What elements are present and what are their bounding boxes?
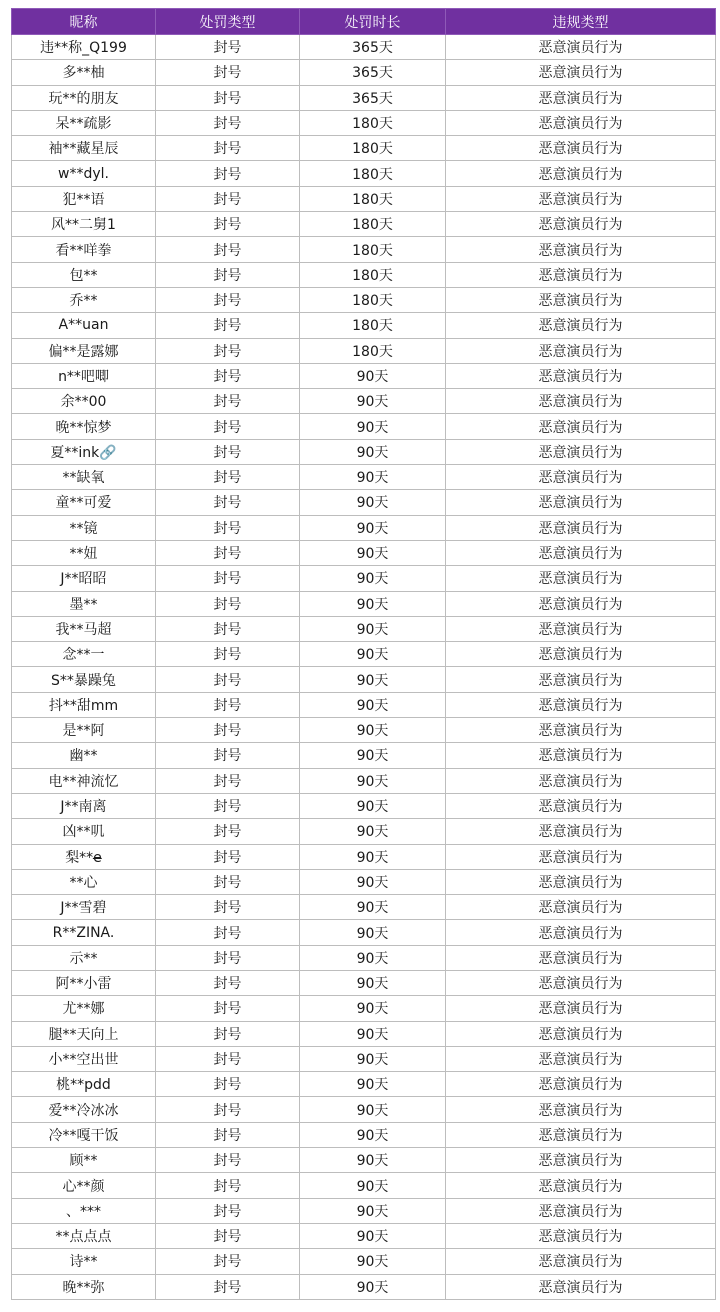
cell-penalty-type: 封号 [156,186,300,211]
cell-penalty-duration: 90天 [300,389,446,414]
cell-penalty-duration: 90天 [300,996,446,1021]
cell-penalty-type: 封号 [156,566,300,591]
cell-nickname: 梨**e̶ [12,844,156,869]
table-row [12,869,716,894]
cell-violation-type: 恶意演员行为 [446,287,716,312]
cell-nickname: 偏**是露娜 [12,338,156,363]
cell-penalty-duration: 90天 [300,768,446,793]
cell-nickname: 心**颜 [12,1173,156,1198]
table-row [12,136,716,161]
cell-penalty-duration: 180天 [300,313,446,338]
table-row [12,667,716,692]
table-row [12,490,716,515]
cell-penalty-type: 封号 [156,970,300,995]
cell-penalty-type: 封号 [156,465,300,490]
cell-penalty-duration: 90天 [300,1148,446,1173]
cell-nickname: 乔** [12,287,156,312]
cell-violation-type: 恶意演员行为 [446,566,716,591]
cell-penalty-type: 封号 [156,85,300,110]
cell-violation-type: 恶意演员行为 [446,161,716,186]
cell-violation-type: 恶意演员行为 [446,85,716,110]
cell-penalty-duration: 90天 [300,1173,446,1198]
cell-nickname: J**昭昭 [12,566,156,591]
cell-violation-type: 恶意演员行为 [446,616,716,641]
cell-penalty-type: 封号 [156,945,300,970]
cell-penalty-type: 封号 [156,616,300,641]
cell-violation-type: 恶意演员行为 [446,490,716,515]
table-row [12,1122,716,1147]
cell-penalty-duration: 180天 [300,262,446,287]
table-row [12,945,716,970]
cell-penalty-duration: 90天 [300,1198,446,1223]
cell-nickname: **缺氧 [12,465,156,490]
cell-penalty-type: 封号 [156,60,300,85]
cell-nickname: 袖**藏星辰 [12,136,156,161]
cell-nickname: 多**柚 [12,60,156,85]
table-row [12,692,716,717]
cell-nickname: n**吧唧 [12,363,156,388]
table-row [12,465,716,490]
table-row [12,591,716,616]
table-row [12,389,716,414]
cell-violation-type: 恶意演员行为 [446,1046,716,1071]
table-row [12,1274,716,1299]
cell-nickname: 阿**小雷 [12,970,156,995]
table-row [12,743,716,768]
cell-nickname: **镜 [12,515,156,540]
cell-penalty-duration: 90天 [300,515,446,540]
cell-nickname: 凶**叽 [12,819,156,844]
cell-penalty-type: 封号 [156,439,300,464]
cell-nickname: 晚**弥 [12,1274,156,1299]
table-body [12,35,716,1300]
cell-penalty-type: 封号 [156,287,300,312]
header-nickname: 昵称 [12,9,156,35]
table-row [12,970,716,995]
cell-nickname: 诗** [12,1249,156,1274]
cell-penalty-duration: 180天 [300,237,446,262]
cell-penalty-type: 封号 [156,1274,300,1299]
table-row [12,212,716,237]
cell-penalty-duration: 90天 [300,793,446,818]
cell-penalty-duration: 90天 [300,642,446,667]
cell-nickname: 晚**惊梦 [12,414,156,439]
cell-nickname: A**uan [12,313,156,338]
cell-penalty-duration: 90天 [300,869,446,894]
cell-nickname: 风**二舅1 [12,212,156,237]
cell-nickname: 顾** [12,1148,156,1173]
cell-penalty-type: 封号 [156,869,300,894]
cell-penalty-type: 封号 [156,1223,300,1248]
cell-violation-type: 恶意演员行为 [446,869,716,894]
cell-nickname: 夏**ink🔗 [12,439,156,464]
cell-violation-type: 恶意演员行为 [446,237,716,262]
cell-violation-type: 恶意演员行为 [446,389,716,414]
penalty-table [11,8,716,1300]
cell-violation-type: 恶意演员行为 [446,515,716,540]
table-row [12,616,716,641]
cell-penalty-type: 封号 [156,793,300,818]
table-row [12,161,716,186]
cell-penalty-duration: 90天 [300,1072,446,1097]
cell-penalty-type: 封号 [156,363,300,388]
cell-nickname: 包** [12,262,156,287]
cell-penalty-duration: 180天 [300,186,446,211]
cell-nickname: J**雪碧 [12,895,156,920]
table-row [12,439,716,464]
cell-violation-type: 恶意演员行为 [446,60,716,85]
cell-penalty-duration: 180天 [300,287,446,312]
cell-penalty-type: 封号 [156,819,300,844]
cell-nickname: R**ZINA. [12,920,156,945]
cell-penalty-type: 封号 [156,1173,300,1198]
cell-violation-type: 恶意演员行为 [446,186,716,211]
cell-penalty-duration: 180天 [300,110,446,135]
table-row [12,313,716,338]
cell-penalty-type: 封号 [156,642,300,667]
cell-nickname: 念**一 [12,642,156,667]
cell-penalty-type: 封号 [156,743,300,768]
cell-violation-type: 恶意演员行为 [446,1173,716,1198]
cell-nickname: **点点点 [12,1223,156,1248]
table-row [12,363,716,388]
cell-violation-type: 恶意演员行为 [446,1021,716,1046]
table-row [12,287,716,312]
cell-penalty-type: 封号 [156,313,300,338]
cell-violation-type: 恶意演员行为 [446,136,716,161]
cell-violation-type: 恶意演员行为 [446,692,716,717]
table-row [12,262,716,287]
table-row [12,1148,716,1173]
cell-penalty-duration: 180天 [300,212,446,237]
cell-penalty-type: 封号 [156,768,300,793]
cell-penalty-duration: 90天 [300,616,446,641]
table-row [12,642,716,667]
cell-violation-type: 恶意演员行为 [446,1097,716,1122]
cell-penalty-type: 封号 [156,1072,300,1097]
cell-penalty-type: 封号 [156,262,300,287]
cell-violation-type: 恶意演员行为 [446,1223,716,1248]
cell-penalty-type: 封号 [156,237,300,262]
cell-penalty-duration: 90天 [300,1021,446,1046]
cell-penalty-type: 封号 [156,389,300,414]
cell-nickname: 呆**疏影 [12,110,156,135]
cell-violation-type: 恶意演员行为 [446,920,716,945]
cell-nickname: 抖**甜mm [12,692,156,717]
cell-penalty-type: 封号 [156,1046,300,1071]
cell-penalty-duration: 90天 [300,566,446,591]
cell-penalty-duration: 365天 [300,85,446,110]
cell-violation-type: 恶意演员行为 [446,1249,716,1274]
table-row [12,60,716,85]
table-row [12,1097,716,1122]
cell-nickname: 童**可爱 [12,490,156,515]
table-row [12,338,716,363]
cell-nickname: 示** [12,945,156,970]
table-row [12,85,716,110]
cell-nickname: 看**咩拳 [12,237,156,262]
cell-violation-type: 恶意演员行为 [446,642,716,667]
cell-penalty-duration: 90天 [300,1274,446,1299]
cell-penalty-duration: 90天 [300,895,446,920]
cell-violation-type: 恶意演员行为 [446,1072,716,1097]
cell-violation-type: 恶意演员行为 [446,1274,716,1299]
table-row [12,414,716,439]
cell-violation-type: 恶意演员行为 [446,465,716,490]
cell-nickname: 犯**语 [12,186,156,211]
cell-penalty-type: 封号 [156,110,300,135]
cell-nickname: w**dyl. [12,161,156,186]
cell-penalty-type: 封号 [156,1122,300,1147]
table-row [12,1046,716,1071]
cell-nickname: 墨** [12,591,156,616]
cell-violation-type: 恶意演员行为 [446,110,716,135]
cell-violation-type: 恶意演员行为 [446,262,716,287]
cell-penalty-duration: 180天 [300,161,446,186]
table-row [12,1173,716,1198]
table-row [12,718,716,743]
cell-penalty-duration: 90天 [300,439,446,464]
cell-penalty-type: 封号 [156,996,300,1021]
cell-nickname: 爱**冷冰冰 [12,1097,156,1122]
cell-penalty-type: 封号 [156,667,300,692]
table-row [12,186,716,211]
cell-penalty-type: 封号 [156,692,300,717]
cell-violation-type: 恶意演员行为 [446,970,716,995]
cell-violation-type: 恶意演员行为 [446,996,716,1021]
table-row [12,35,716,60]
cell-penalty-duration: 90天 [300,1046,446,1071]
cell-nickname: 余**00 [12,389,156,414]
cell-penalty-duration: 90天 [300,1223,446,1248]
cell-nickname: **妞 [12,540,156,565]
cell-nickname: S**暴躁兔 [12,667,156,692]
cell-violation-type: 恶意演员行为 [446,212,716,237]
cell-penalty-type: 封号 [156,1148,300,1173]
cell-violation-type: 恶意演员行为 [446,338,716,363]
table-row [12,1223,716,1248]
cell-nickname: **心 [12,869,156,894]
cell-penalty-type: 封号 [156,1198,300,1223]
table-row [12,566,716,591]
cell-violation-type: 恶意演员行为 [446,768,716,793]
header-penalty-type: 处罚类型 [156,9,300,35]
table-row [12,515,716,540]
cell-penalty-duration: 90天 [300,819,446,844]
cell-violation-type: 恶意演员行为 [446,35,716,60]
cell-violation-type: 恶意演员行为 [446,1122,716,1147]
cell-penalty-duration: 90天 [300,1122,446,1147]
cell-penalty-type: 封号 [156,490,300,515]
cell-nickname: 我**马超 [12,616,156,641]
cell-penalty-type: 封号 [156,591,300,616]
cell-penalty-type: 封号 [156,338,300,363]
table-row [12,819,716,844]
table-row [12,1198,716,1223]
cell-penalty-duration: 90天 [300,591,446,616]
header-penalty-duration: 处罚时长 [300,9,446,35]
cell-penalty-duration: 90天 [300,490,446,515]
cell-penalty-type: 封号 [156,920,300,945]
table-header [12,9,716,35]
cell-violation-type: 恶意演员行为 [446,895,716,920]
cell-nickname: 腿**天向上 [12,1021,156,1046]
cell-violation-type: 恶意演员行为 [446,667,716,692]
cell-penalty-duration: 90天 [300,970,446,995]
table-row [12,895,716,920]
cell-penalty-duration: 180天 [300,136,446,161]
cell-penalty-type: 封号 [156,540,300,565]
cell-violation-type: 恶意演员行为 [446,1148,716,1173]
table-row [12,540,716,565]
cell-nickname: 电**神流忆 [12,768,156,793]
cell-penalty-duration: 180天 [300,338,446,363]
cell-violation-type: 恶意演员行为 [446,718,716,743]
cell-nickname: 小**空出世 [12,1046,156,1071]
cell-nickname: 幽** [12,743,156,768]
header-violation-type: 违规类型 [446,9,716,35]
table-row [12,237,716,262]
cell-violation-type: 恶意演员行为 [446,591,716,616]
cell-penalty-type: 封号 [156,515,300,540]
cell-violation-type: 恶意演员行为 [446,1198,716,1223]
cell-penalty-duration: 90天 [300,844,446,869]
cell-penalty-type: 封号 [156,844,300,869]
cell-nickname: 尤**娜 [12,996,156,1021]
cell-violation-type: 恶意演员行为 [446,363,716,388]
table-row [12,1021,716,1046]
cell-penalty-type: 封号 [156,414,300,439]
cell-penalty-duration: 90天 [300,920,446,945]
cell-violation-type: 恶意演员行为 [446,819,716,844]
cell-penalty-type: 封号 [156,1021,300,1046]
cell-penalty-type: 封号 [156,1097,300,1122]
cell-penalty-duration: 90天 [300,667,446,692]
cell-violation-type: 恶意演员行为 [446,844,716,869]
cell-penalty-duration: 90天 [300,743,446,768]
header-row [12,9,716,35]
cell-nickname: 违**称_Q199 [12,35,156,60]
cell-penalty-duration: 90天 [300,692,446,717]
cell-penalty-duration: 90天 [300,1097,446,1122]
cell-penalty-duration: 90天 [300,1249,446,1274]
cell-violation-type: 恶意演员行为 [446,793,716,818]
cell-penalty-type: 封号 [156,161,300,186]
cell-nickname: 、*** [12,1198,156,1223]
cell-nickname: 桃**pdd [12,1072,156,1097]
table-row [12,844,716,869]
cell-violation-type: 恶意演员行为 [446,313,716,338]
cell-penalty-duration: 90天 [300,540,446,565]
cell-penalty-duration: 90天 [300,465,446,490]
cell-nickname: 冷**嘎干饭 [12,1122,156,1147]
cell-penalty-duration: 90天 [300,945,446,970]
table-row [12,768,716,793]
cell-nickname: J**南离 [12,793,156,818]
cell-penalty-type: 封号 [156,1249,300,1274]
cell-penalty-duration: 90天 [300,718,446,743]
table-row [12,1249,716,1274]
cell-penalty-duration: 90天 [300,363,446,388]
table-row [12,1072,716,1097]
cell-penalty-duration: 365天 [300,60,446,85]
cell-penalty-type: 封号 [156,136,300,161]
cell-violation-type: 恶意演员行为 [446,945,716,970]
cell-nickname: 玩**的朋友 [12,85,156,110]
cell-penalty-duration: 90天 [300,414,446,439]
cell-violation-type: 恶意演员行为 [446,743,716,768]
cell-nickname: 是**阿 [12,718,156,743]
cell-violation-type: 恶意演员行为 [446,439,716,464]
table-row [12,110,716,135]
cell-penalty-type: 封号 [156,718,300,743]
table-row [12,996,716,1021]
table-row [12,920,716,945]
cell-penalty-duration: 365天 [300,35,446,60]
cell-penalty-type: 封号 [156,895,300,920]
cell-penalty-type: 封号 [156,212,300,237]
cell-violation-type: 恶意演员行为 [446,414,716,439]
table-row [12,793,716,818]
cell-penalty-type: 封号 [156,35,300,60]
cell-violation-type: 恶意演员行为 [446,540,716,565]
